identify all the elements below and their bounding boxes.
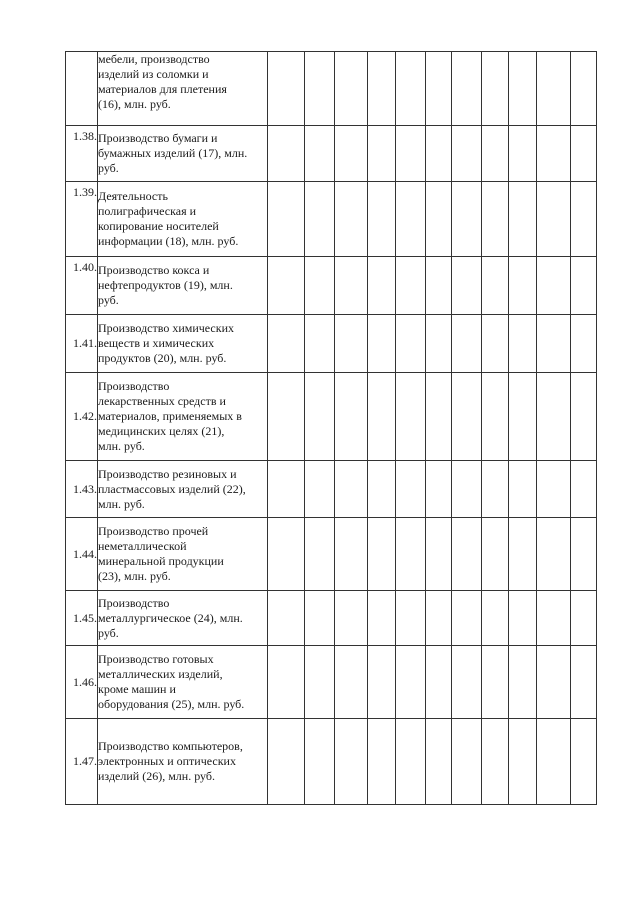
value-cell[interactable]	[537, 315, 571, 373]
value-cell[interactable]	[305, 126, 335, 182]
row-number: 1.39.	[66, 182, 98, 257]
row-indicator-name	[98, 182, 268, 257]
indicator-name-line: минеральной продукции	[98, 554, 224, 568]
value-cell[interactable]	[571, 126, 597, 182]
value-cell[interactable]	[268, 126, 305, 182]
value-cell[interactable]	[268, 591, 305, 646]
value-cell[interactable]	[452, 182, 482, 257]
row-indicator-name	[98, 518, 268, 591]
value-cell[interactable]	[482, 719, 509, 805]
indicator-name-line: кроме машин и	[98, 682, 176, 696]
value-cell[interactable]	[426, 591, 452, 646]
value-cell[interactable]	[509, 126, 537, 182]
value-cell[interactable]	[482, 373, 509, 461]
value-cell[interactable]	[452, 257, 482, 315]
value-cell[interactable]	[305, 52, 335, 126]
value-cell[interactable]	[335, 52, 368, 126]
table-row	[66, 182, 597, 257]
value-cell[interactable]	[509, 518, 537, 591]
indicator-name-line: копирование носителей	[98, 219, 219, 233]
indicator-name-line: изделий из соломки и	[98, 67, 209, 81]
value-cell[interactable]	[452, 591, 482, 646]
table-row	[66, 52, 597, 126]
row-number: 1.43.	[66, 461, 98, 518]
value-cell[interactable]	[396, 373, 426, 461]
indicator-name-line: Производство кокса и	[98, 263, 210, 277]
table-row	[66, 461, 597, 518]
value-cell[interactable]	[368, 52, 396, 126]
value-cell[interactable]	[305, 182, 335, 257]
value-cell[interactable]	[509, 182, 537, 257]
value-cell[interactable]	[452, 461, 482, 518]
indicator-name-line: материалов для плетения	[98, 82, 227, 96]
indicator-name-line: материалов, применяемых в	[98, 409, 242, 423]
value-cell[interactable]	[537, 646, 571, 719]
value-cell[interactable]	[537, 591, 571, 646]
row-indicator-name	[98, 646, 268, 719]
value-cell[interactable]	[537, 257, 571, 315]
value-cell[interactable]	[335, 373, 368, 461]
value-cell[interactable]	[452, 719, 482, 805]
value-cell[interactable]	[571, 257, 597, 315]
value-cell[interactable]	[268, 52, 305, 126]
indicator-name-line: пластмассовых изделий (22),	[98, 481, 246, 496]
value-cell[interactable]	[426, 182, 452, 257]
value-cell[interactable]	[335, 719, 368, 805]
value-cell[interactable]	[482, 315, 509, 373]
row-indicator-name	[98, 126, 268, 182]
indicator-name-line: руб.	[98, 161, 119, 175]
indicator-name-line: медицинских целях (21),	[98, 424, 225, 438]
value-cell[interactable]	[335, 315, 368, 373]
value-cell[interactable]	[268, 461, 305, 518]
value-cell[interactable]	[426, 52, 452, 126]
value-cell[interactable]	[452, 646, 482, 719]
table-row	[66, 126, 597, 182]
value-cell[interactable]	[426, 126, 452, 182]
value-cell[interactable]	[571, 461, 597, 518]
row-indicator-name	[98, 257, 268, 315]
value-cell[interactable]	[396, 646, 426, 719]
indicator-name-line: Производство	[98, 595, 170, 610]
value-cell[interactable]	[537, 719, 571, 805]
indicator-name-line: продуктов (20), млн. руб.	[98, 351, 227, 365]
value-cell[interactable]	[509, 257, 537, 315]
row-number: 1.46.	[66, 646, 98, 719]
value-cell[interactable]	[268, 646, 305, 719]
value-cell[interactable]	[305, 646, 335, 719]
indicator-name-line: оборудования (25), млн. руб.	[98, 697, 245, 711]
value-cell[interactable]	[426, 373, 452, 461]
value-cell[interactable]	[268, 518, 305, 591]
indicator-name-line: Производство компьютеров,	[98, 739, 243, 753]
value-cell[interactable]	[482, 182, 509, 257]
value-cell[interactable]	[571, 719, 597, 805]
value-cell[interactable]	[537, 52, 571, 126]
value-cell[interactable]	[509, 52, 537, 126]
table-row	[66, 373, 597, 461]
value-cell[interactable]	[335, 461, 368, 518]
row-number	[66, 52, 98, 126]
value-cell[interactable]	[268, 182, 305, 257]
value-cell[interactable]	[537, 126, 571, 182]
value-cell[interactable]	[571, 518, 597, 591]
value-cell[interactable]	[305, 373, 335, 461]
value-cell[interactable]	[335, 591, 368, 646]
value-cell[interactable]	[368, 182, 396, 257]
value-cell[interactable]	[509, 373, 537, 461]
value-cell[interactable]	[452, 315, 482, 373]
value-cell[interactable]	[571, 52, 597, 126]
table-row	[66, 518, 597, 591]
row-number: 1.38.	[66, 126, 98, 182]
indicator-name-line: бумажных изделий (17), млн.	[98, 146, 248, 160]
indicator-name-line: металлургическое (24), млн.	[98, 610, 243, 625]
value-cell[interactable]	[368, 518, 396, 591]
value-cell[interactable]	[396, 52, 426, 126]
indicator-name-line: полиграфическая и	[98, 204, 197, 218]
value-cell[interactable]	[537, 182, 571, 257]
value-cell[interactable]	[482, 591, 509, 646]
value-cell[interactable]	[509, 646, 537, 719]
value-cell[interactable]	[368, 373, 396, 461]
row-number: 1.44.	[66, 518, 98, 591]
value-cell[interactable]	[482, 518, 509, 591]
indicator-name-line: изделий (26), млн. руб.	[98, 769, 215, 783]
value-cell[interactable]	[571, 315, 597, 373]
indicator-name-line: электронных и оптических	[98, 754, 236, 768]
value-cell[interactable]	[305, 591, 335, 646]
row-number: 1.47.	[66, 719, 98, 805]
value-cell[interactable]	[368, 257, 396, 315]
indicator-name-line: Производство готовых	[98, 652, 214, 666]
value-cell[interactable]	[537, 461, 571, 518]
indicator-name-line: млн. руб.	[98, 439, 145, 453]
value-cell[interactable]	[426, 719, 452, 805]
value-cell[interactable]	[426, 518, 452, 591]
row-indicator-name	[98, 373, 268, 461]
value-cell[interactable]	[426, 646, 452, 719]
table-row	[66, 315, 597, 373]
indicator-name-line: Производство химических	[98, 321, 235, 335]
value-cell[interactable]	[335, 126, 368, 182]
data-table	[65, 51, 597, 805]
value-cell[interactable]	[426, 461, 452, 518]
value-cell[interactable]	[335, 518, 368, 591]
value-cell[interactable]	[509, 315, 537, 373]
value-cell[interactable]	[396, 126, 426, 182]
value-cell[interactable]	[452, 126, 482, 182]
row-indicator-name	[98, 52, 268, 126]
value-cell[interactable]	[537, 518, 571, 591]
value-cell[interactable]	[268, 257, 305, 315]
table-row	[66, 646, 597, 719]
value-cell[interactable]	[571, 591, 597, 646]
row-indicator-name	[98, 461, 268, 518]
value-cell[interactable]	[268, 373, 305, 461]
value-cell[interactable]	[452, 518, 482, 591]
value-cell[interactable]	[509, 591, 537, 646]
value-cell[interactable]	[571, 182, 597, 257]
value-cell[interactable]	[537, 373, 571, 461]
row-number: 1.42.	[66, 373, 98, 461]
indicator-name-line: млн. руб.	[98, 496, 145, 511]
value-cell[interactable]	[396, 182, 426, 257]
value-cell[interactable]	[368, 646, 396, 719]
indicator-name-line: Производство бумаги и	[98, 131, 218, 145]
value-cell[interactable]	[368, 126, 396, 182]
table-row	[66, 257, 597, 315]
value-cell[interactable]	[396, 315, 426, 373]
value-cell[interactable]	[335, 646, 368, 719]
value-cell[interactable]	[368, 315, 396, 373]
value-cell[interactable]	[452, 373, 482, 461]
indicator-name-line: нефтепродуктов (19), млн.	[98, 278, 233, 292]
indicator-name-line: руб.	[98, 625, 119, 640]
value-cell[interactable]	[368, 591, 396, 646]
indicator-name-line: (23), млн. руб.	[98, 569, 171, 583]
value-cell[interactable]	[482, 126, 509, 182]
value-cell[interactable]	[509, 719, 537, 805]
indicator-name-line: информации (18), млн. руб.	[98, 234, 239, 248]
value-cell[interactable]	[335, 182, 368, 257]
table-row	[66, 719, 597, 805]
row-number: 1.40.	[66, 257, 98, 315]
table-row	[66, 591, 597, 646]
value-cell[interactable]	[335, 257, 368, 315]
indicator-name-line: веществ и химических	[98, 336, 215, 350]
indicator-name-line: лекарственных средств и	[98, 394, 226, 408]
indicator-name-line: Производство	[98, 379, 170, 393]
row-number: 1.45.	[66, 591, 98, 646]
value-cell[interactable]	[482, 646, 509, 719]
value-cell[interactable]	[305, 461, 335, 518]
indicator-name-line: металлических изделий,	[98, 667, 223, 681]
value-cell[interactable]	[482, 52, 509, 126]
table-body	[66, 52, 597, 805]
value-cell[interactable]	[396, 518, 426, 591]
indicator-name-line: Производство резиновых и	[98, 466, 237, 481]
indicator-name-line: Деятельность	[98, 189, 168, 203]
indicator-name-line: Производство прочей	[98, 524, 209, 538]
row-indicator-name	[98, 719, 268, 805]
indicator-name-line: руб.	[98, 293, 119, 307]
value-cell[interactable]	[305, 315, 335, 373]
value-cell[interactable]	[396, 591, 426, 646]
value-cell[interactable]	[396, 461, 426, 518]
row-indicator-name	[98, 315, 268, 373]
value-cell[interactable]	[482, 461, 509, 518]
indicator-name-line: мебели, производство	[98, 52, 210, 66]
value-cell[interactable]	[396, 257, 426, 315]
value-cell[interactable]	[482, 257, 509, 315]
value-cell[interactable]	[396, 719, 426, 805]
value-cell[interactable]	[452, 52, 482, 126]
value-cell[interactable]	[509, 461, 537, 518]
value-cell[interactable]	[426, 315, 452, 373]
value-cell[interactable]	[305, 719, 335, 805]
row-indicator-name	[98, 591, 268, 646]
row-number: 1.41.	[66, 315, 98, 373]
value-cell[interactable]	[305, 257, 335, 315]
indicator-name-line: (16), млн. руб.	[98, 97, 171, 111]
value-cell[interactable]	[268, 315, 305, 373]
value-cell[interactable]	[268, 719, 305, 805]
value-cell[interactable]	[305, 518, 335, 591]
value-cell[interactable]	[571, 646, 597, 719]
value-cell[interactable]	[571, 373, 597, 461]
value-cell[interactable]	[368, 461, 396, 518]
value-cell[interactable]	[368, 719, 396, 805]
value-cell[interactable]	[426, 257, 452, 315]
indicator-name-line: неметаллической	[98, 539, 187, 553]
